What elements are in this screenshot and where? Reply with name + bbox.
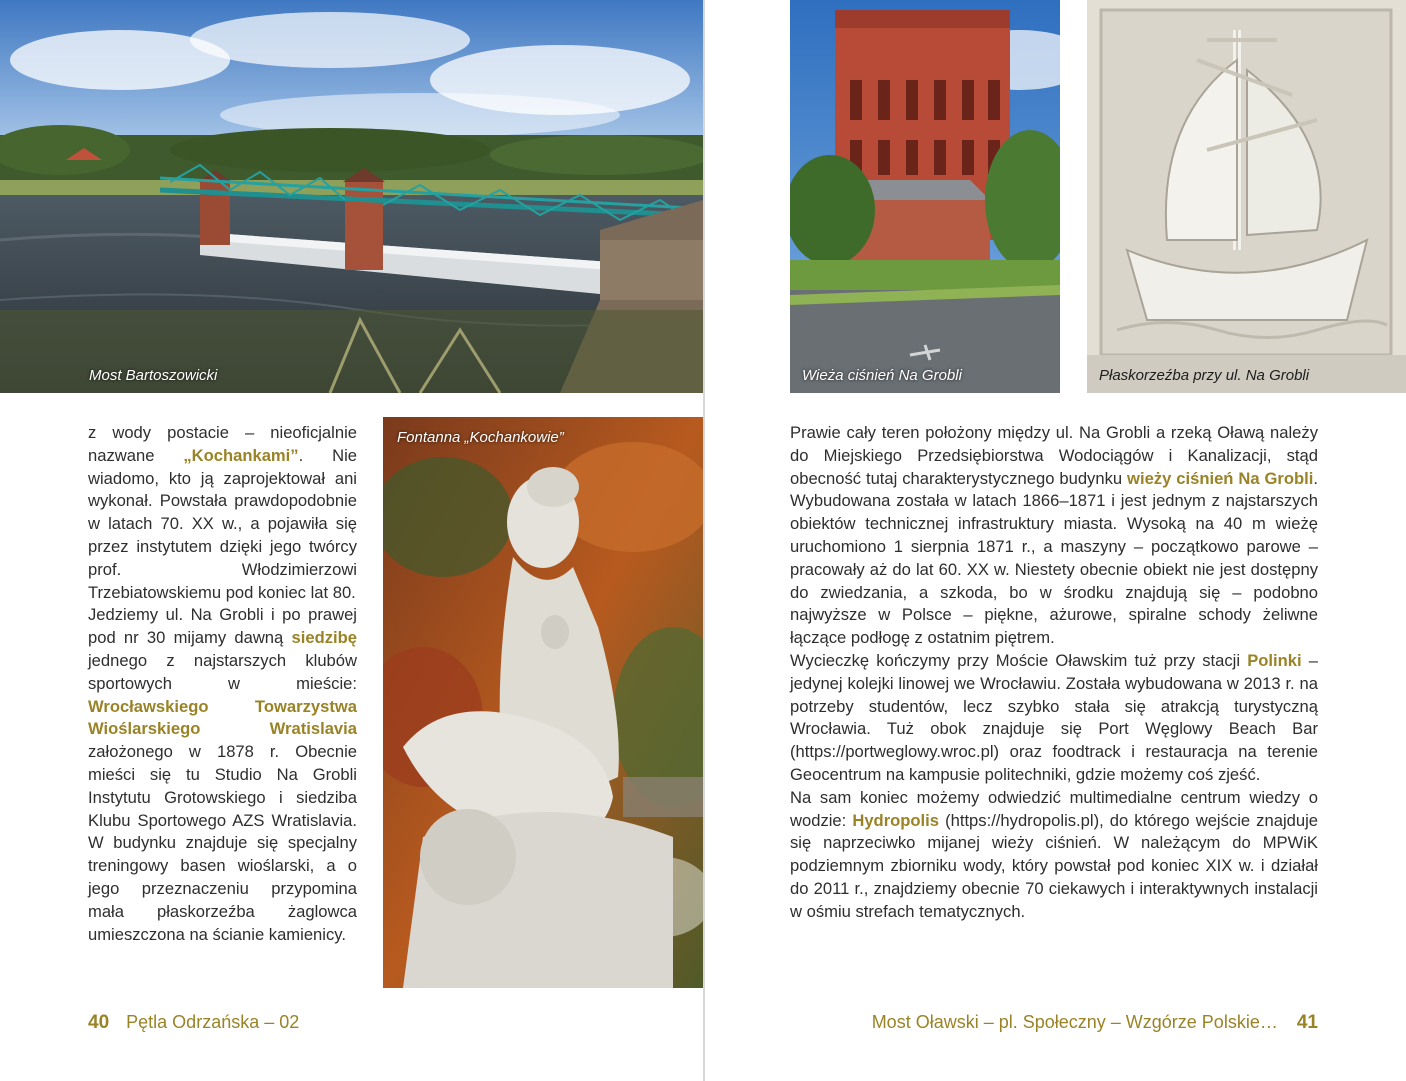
fountain-photo — [383, 417, 703, 988]
running-title: Pętla Odrzańska – 02 — [126, 1012, 300, 1032]
bridge-photo-caption: Most Bartoszowicki — [89, 367, 218, 384]
page-number: 41 — [1296, 1012, 1318, 1033]
photo-water-tower-icon — [790, 0, 1060, 393]
highlight-polinka: Polinki — [1247, 650, 1302, 670]
highlight-club-name: Wrocławskiego Towarzystwa Wioślarskiego Wratislavia — [88, 696, 357, 739]
left-text-column — [88, 422, 357, 946]
paragraph — [88, 422, 357, 604]
text-run: – jedynej kolejki linowej we Wrocławiu. Została wybudowana w 2013 r. na potrzeby studentów, lecz szybko stała się atrakcją turystyczną Wrocławia. Tuż obok znajduje się Port Węglowy Beach Bar (https://portweglowy.wroc.pl) oraz foodtrack i restauracja na terenie Geocentrum na kampusie politechniki, gdzie możemy coś zjeść. — [790, 650, 1319, 784]
left-footer — [88, 1012, 299, 1034]
paragraph — [790, 422, 1318, 650]
text-run: z wody postacie – nieoficjalnie nazwane — [88, 423, 357, 465]
photo-ship-relief-icon — [1087, 0, 1406, 393]
right-page — [705, 0, 1406, 1081]
text-run: . Wybudowana została w latach 1866–1871 i jest jednym z najstarszych obiektów technicznej infrastruktury miasta. Wysoką na 40 m wieżę uruchomiono 1 sierpnia 1871 r., a maszyny – początkowo parowe – pracowały aż do lat 60. XX w. Niestety obecnie obiekt nie jest dostępny do zwiedzania, a szkoda, bo w środku znajdują się – podobno najwyższe w Polsce – piękne, ażurowe, spiralne schody żeliwne łączące podłogę z ostatnim piętrem. — [790, 468, 1318, 648]
fountain-photo-caption: Fontanna „Kochankowie” — [397, 429, 564, 446]
photo-sculpture-icon — [383, 417, 703, 988]
text-run: . Nie wiadomo, kto ją zaprojektował ani wykonał. Powstała prawdopodobnie w latach 70. XX w., a pojawiła się przez instytutem dzięki jego twórcy prof. Włodzimierzowi Trzebiatowskiemu pod koniec lat 80. — [88, 445, 357, 602]
highlight-kochankami: „Kochankami” — [183, 445, 299, 465]
page-number: 40 — [88, 1012, 110, 1033]
tower-photo-caption: Wieża ciśnień Na Grobli — [802, 367, 962, 384]
text-run: Wycieczkę kończymy przy Moście Oławskim tuż przy stacji — [790, 650, 1248, 670]
text-run: jednego z najstarszych klubów sportowych w mieście: — [88, 650, 357, 693]
highlight-siedzibe: siedzibę — [291, 628, 357, 648]
right-footer — [872, 1012, 1318, 1034]
paragraph — [88, 604, 357, 946]
relief-photo — [1087, 0, 1406, 393]
bridge-photo — [0, 0, 703, 393]
paragraph — [790, 650, 1318, 787]
text-run: (https://hydropolis.pl), do którego wejście znajduje się naprzeciwko mijanej wieży ciśnień. W należącym do MPWiK podziemnym zbiorniku wody, który powstał pod koniec XIX w. i działał do 2011 r., znajdziemy obecnie 70 ciekawych i interaktywnych instalacji w ośmiu strefach tematycznych. — [790, 810, 1319, 921]
text-run: Na sam koniec możemy odwiedzić multimedialne centrum wiedzy o wodzie: — [790, 787, 1318, 830]
right-text-column — [790, 422, 1318, 924]
text-run: Jedziemy ul. Na Grobli i po prawej pod nr 30 mijamy dawną — [88, 605, 357, 648]
highlight-water-tower: wieży ciśnień Na Grobli — [1127, 468, 1314, 488]
text-run: założonego w 1878 r. Obecnie mieści się tu Studio Na Grobli Instytutu Grotowskiego i siedziba Klubu Sportowego AZS Wratislavia. W budynku znajduje się specjalny treningowy basen wioślarski, a o jego przeznaczeniu przypomina mała płaskorzeźba żaglowca umieszczona na ścianie kamienicy. — [88, 742, 357, 944]
tower-photo — [790, 0, 1060, 393]
text-run: Prawie cały teren położony między ul. Na Grobli a rzeką Oławą należy do Miejskiego Przedsiębiorstwa Wodociągów i Kanalizacji, stąd obecność tutaj charakterystycznego budynku — [790, 423, 1318, 488]
paragraph — [790, 787, 1318, 924]
photo-bridge-weir-icon — [0, 0, 703, 393]
relief-photo-caption: Płaskorzeźba przy ul. Na Grobli — [1099, 367, 1310, 384]
running-title: Most Oławski – pl. Społeczny – Wzgórze Polskie… — [871, 1012, 1278, 1032]
highlight-hydropolis: Hydropolis — [852, 810, 940, 830]
